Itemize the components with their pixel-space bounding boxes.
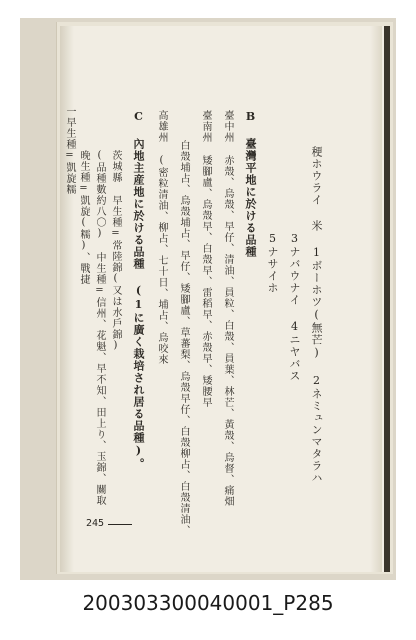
section-heading-b: B 臺灣平地に於ける品種 bbox=[244, 110, 257, 258]
text-line-13: 一早生種=凱旋糯 bbox=[64, 106, 75, 195]
text-line-11: (品種數約八〇) 中生種=信州、花魁、早不知、田上り、玉錦、關取 bbox=[94, 150, 105, 506]
page-number-rule bbox=[108, 524, 132, 525]
text-line-12: 晚生種=凱旋(糯)、戰捷 bbox=[78, 150, 89, 285]
text-line-3: 5ナサイホ bbox=[266, 232, 279, 294]
page-fore-edge bbox=[370, 26, 382, 572]
text-line-10: 茨城縣 早生種=常陸錦(又は水戶錦) bbox=[110, 150, 121, 352]
text-line-8: 高雄州 (密粒清油、柳占、七十日、埔占、烏咬來 bbox=[156, 110, 167, 365]
section-heading-c: C 內地主産地に於ける品種 (1に廣く栽培され居る品種)。 bbox=[132, 110, 145, 470]
page-number: 245 bbox=[86, 518, 105, 529]
image-caption: 200303300040001_P285 bbox=[82, 591, 334, 615]
text-line-2: 3ナバウナイ 4ニヤバス bbox=[288, 232, 301, 382]
text-line-5: 臺中州 赤殼、烏殼、早仔、清油、員粒、白殼、員葉、林芒、黃殼、烏督、痛畑 bbox=[222, 110, 233, 507]
book-spine bbox=[384, 26, 390, 572]
text-line-6: 臺南州 矮腳盧、烏殼早、白殼早、雷稻早、赤殼早、矮腰早 bbox=[200, 110, 211, 408]
text-line-7: 白殼埔占、烏殼埔占、早仔、矮腳盧、草蕃梨、烏殼早仔、白殼柳占、白殼清油、 bbox=[178, 140, 189, 536]
text-line-1: 稉ホウライ 米 1ボーホツ(無芒) 2ネミュンマタラハ bbox=[310, 146, 323, 484]
